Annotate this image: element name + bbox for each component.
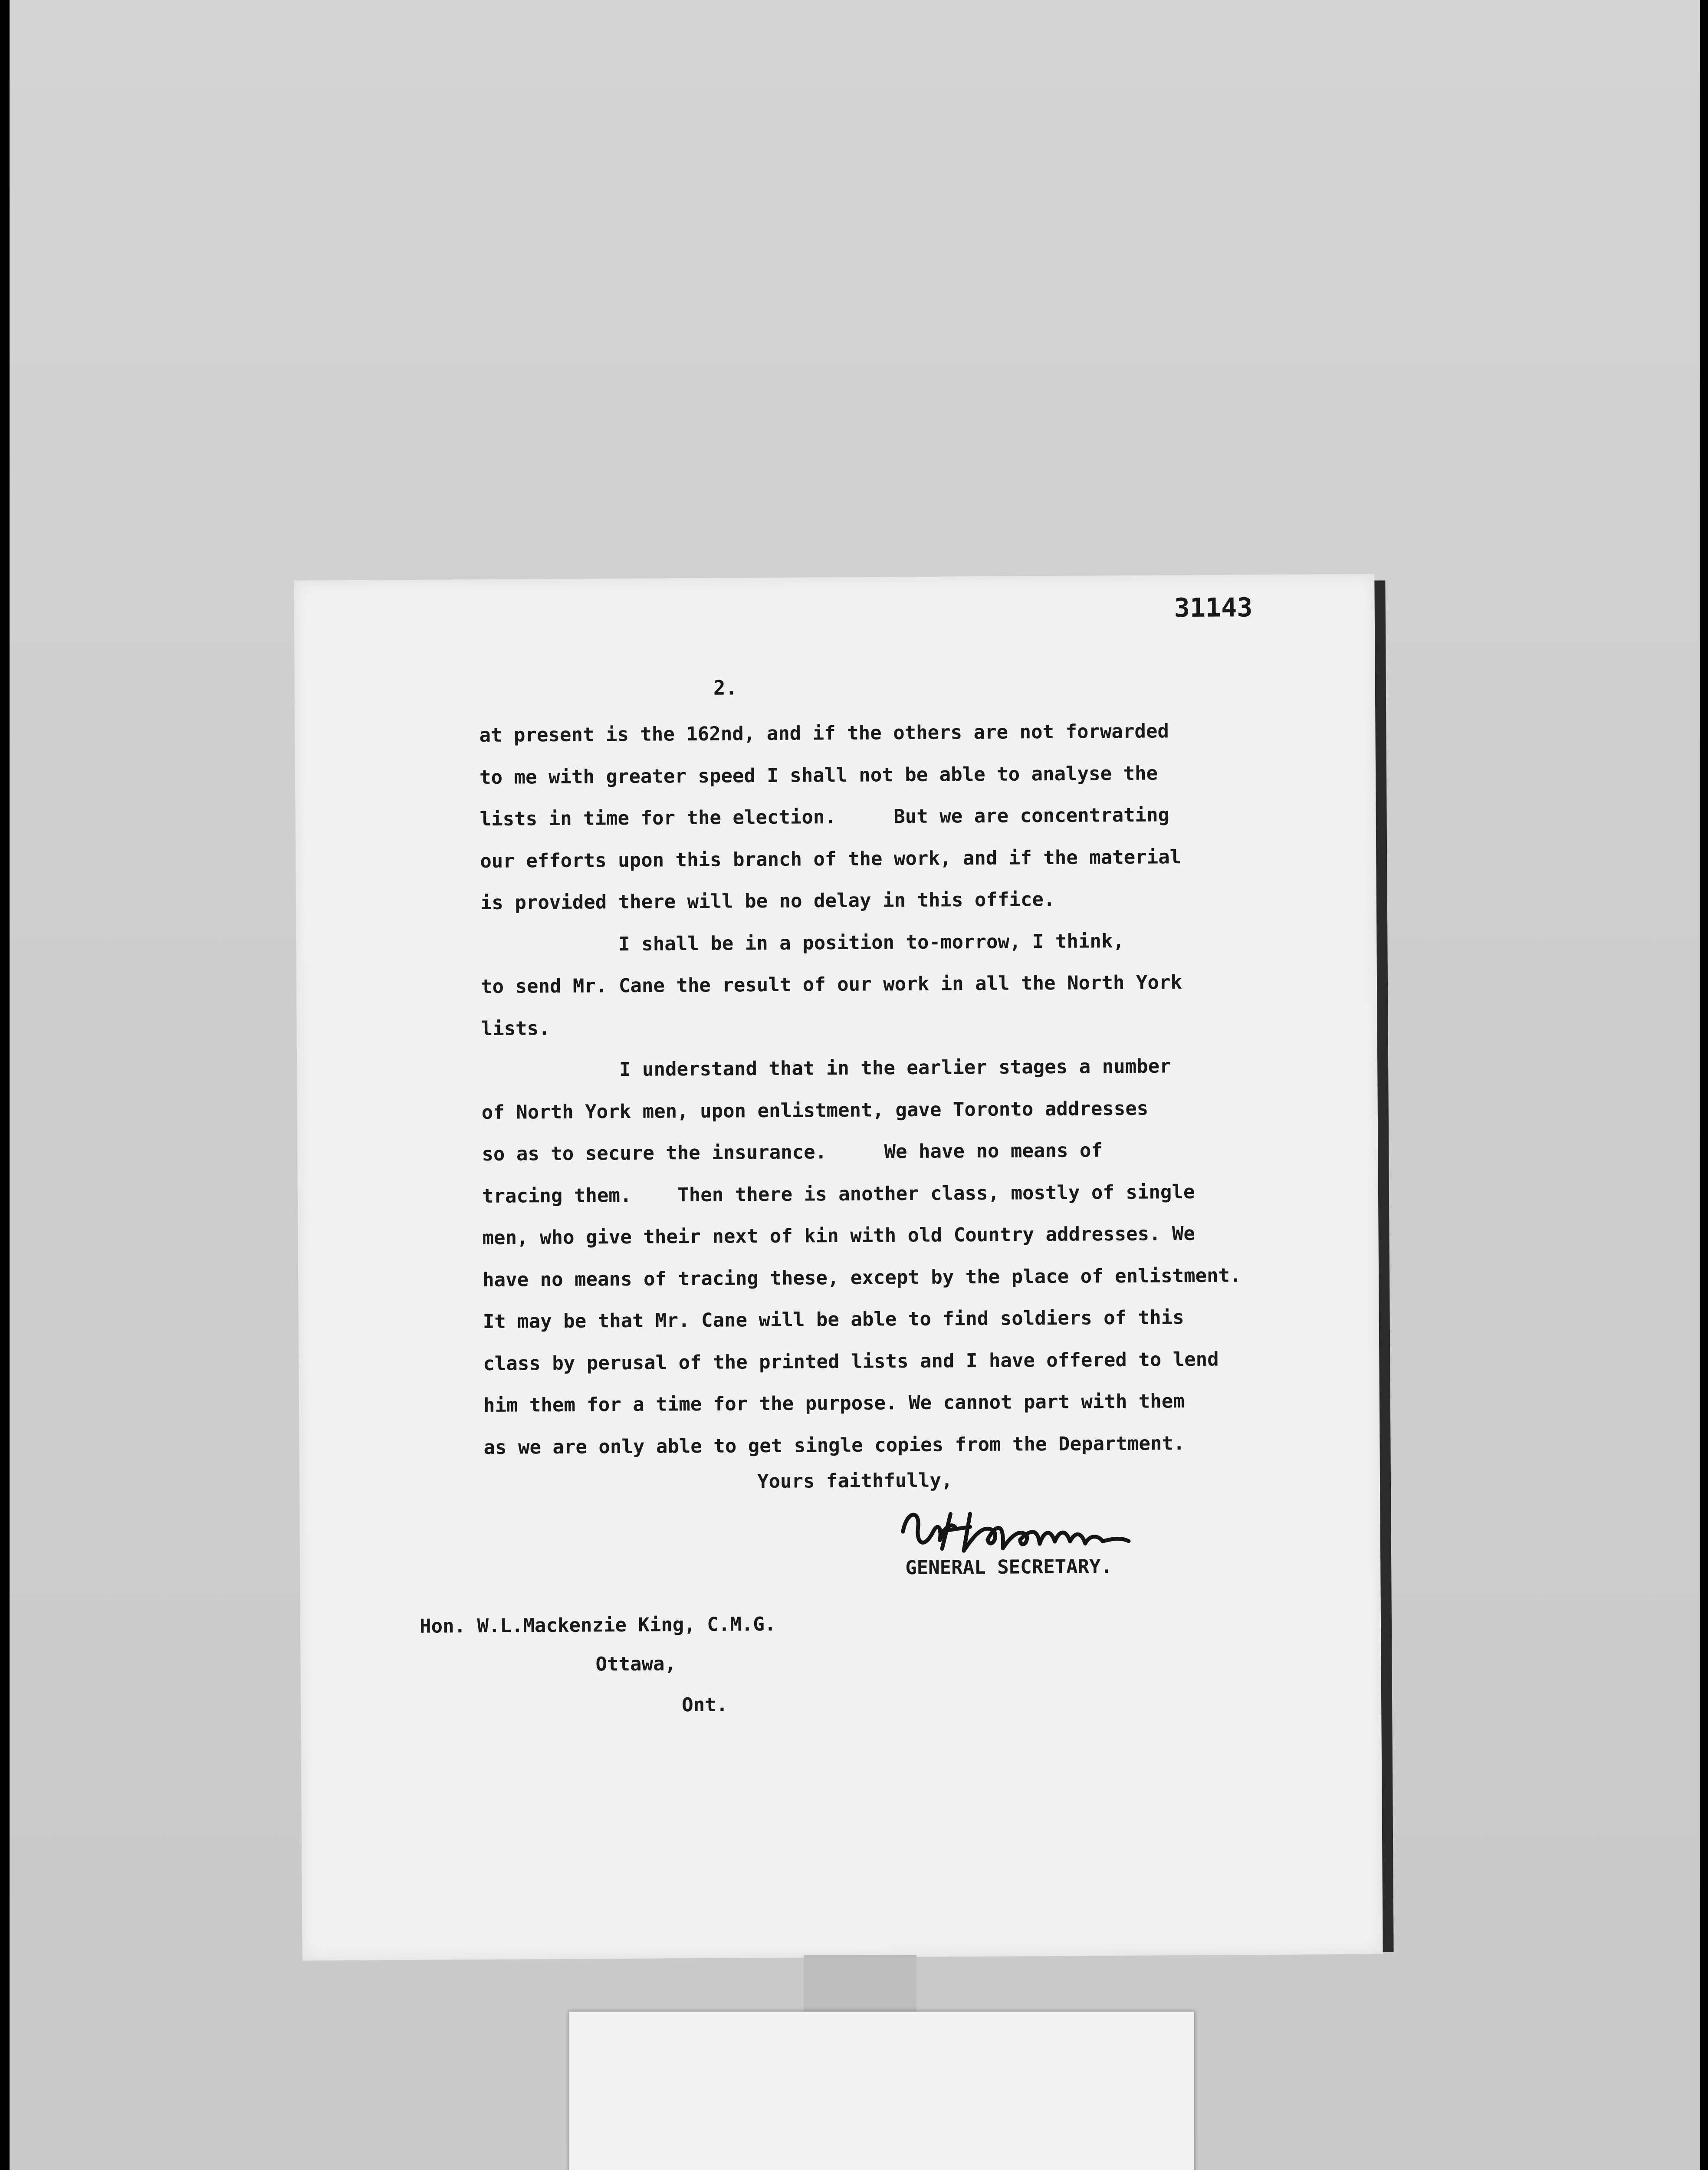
letter-body-line: so as to secure the insurance. We have no means of: [482, 1139, 1103, 1166]
letter-body-line: him them for a time for the purpose. We cannot part with them: [483, 1390, 1185, 1417]
addressee-name: Hon. W.L.Mackenzie King, C.M.G.: [419, 1613, 776, 1637]
addressee-province: Ont.: [681, 1693, 728, 1716]
letter-page: [294, 574, 1383, 1960]
letter-body-line: have no means of tracing these, except by the place of enlistment.: [483, 1264, 1242, 1291]
page-number: 2.: [713, 676, 738, 700]
letter-body-line: is provided there will be no delay in this office.: [480, 888, 1055, 914]
letter-body-line: I understand that in the earlier stages a number: [481, 1055, 1171, 1082]
closing-line: Yours faithfully,: [757, 1469, 953, 1493]
signature-title: GENERAL SECRETARY.: [905, 1555, 1113, 1579]
addressee-city: Ottawa,: [595, 1653, 677, 1676]
letter-body-line: to send Mr. Cane the result of our work in all the North York: [480, 971, 1182, 998]
document-number: 31143: [1174, 592, 1253, 624]
microfilm-frame: [10, 0, 1700, 2170]
letter-body-line: lists in time for the election. But we are concentrating: [480, 804, 1170, 831]
letter-body-line: I shall be in a position to-morrow, I think,: [480, 930, 1125, 956]
letter-body-line: our efforts upon this branch of the work, and if the material: [480, 845, 1182, 872]
letter-body-line: class by perusal of the printed lists and I have offered to lend: [483, 1348, 1219, 1375]
letter-body-line: as we are only able to get single copies from the Department.: [483, 1432, 1185, 1459]
letter-body-line: It may be that Mr. Cane will be able to find soldiers of this: [483, 1306, 1184, 1333]
letter-body-line: lists.: [481, 1017, 550, 1040]
collection-label-card: [569, 2012, 1194, 2170]
letter-body-line: tracing them. Then there is another class, mostly of single: [482, 1180, 1195, 1207]
letter-body-line: to me with greater speed I shall not be able to analyse the: [479, 762, 1158, 789]
letter-body: [479, 710, 1242, 1469]
letter-body-line: men, who give their next of kin with old Country addresses. We: [482, 1222, 1196, 1249]
letter-body-line: at present is the 162nd, and if the others are not forwarded: [479, 720, 1169, 747]
letter-body-line: of North York men, upon enlistment, gave Toronto addresses: [481, 1097, 1149, 1124]
